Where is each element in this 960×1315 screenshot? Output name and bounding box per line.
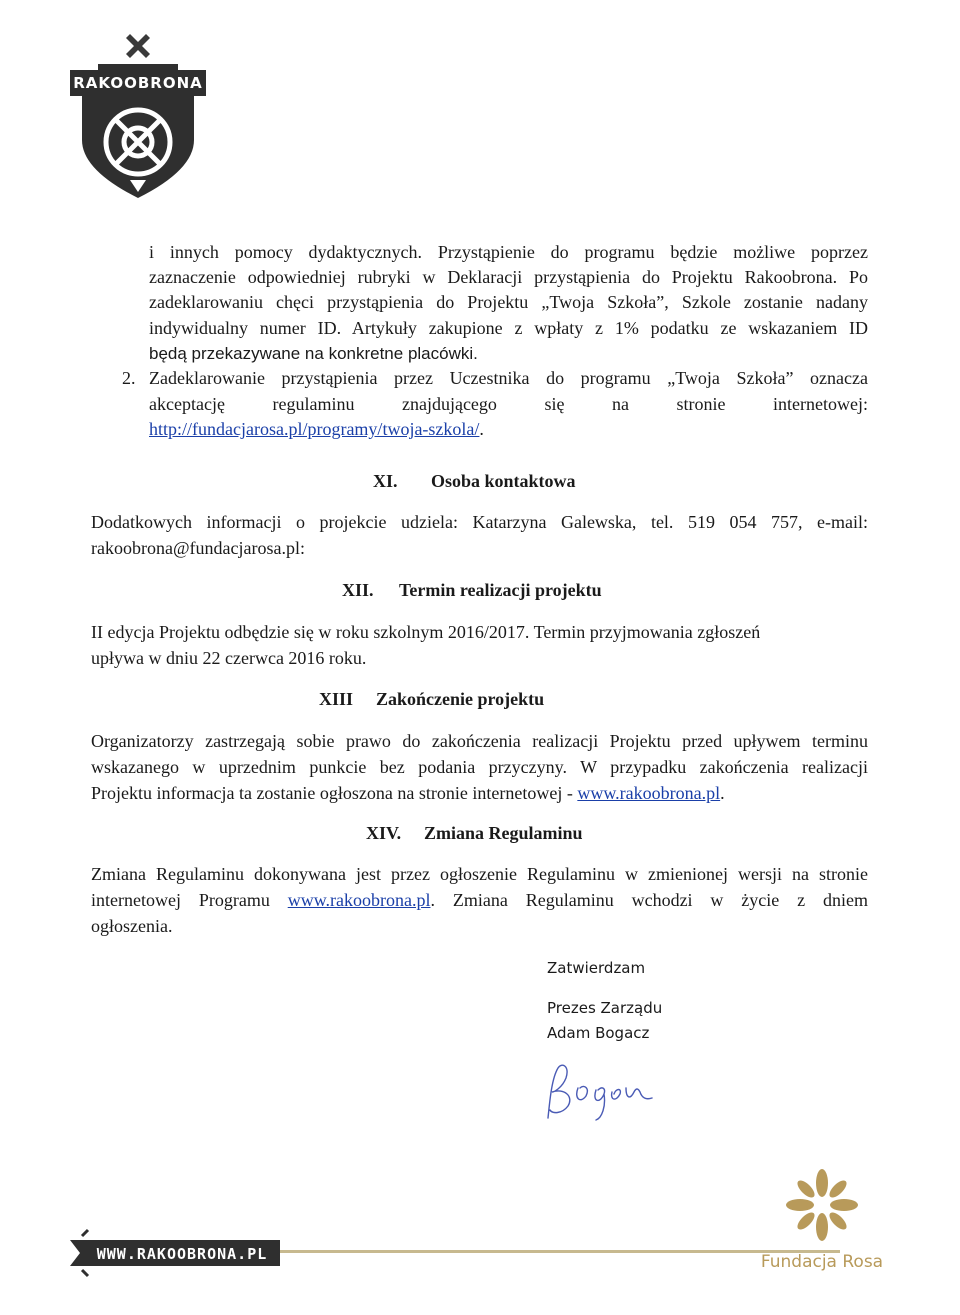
item-2-number: 2. [122,368,136,388]
footer-site-banner [66,1228,284,1278]
approved-label: Zatwierdzam [547,959,646,977]
section-12-line-2: upływa w dniu 22 czerwca 2016 roku. [91,648,367,668]
section-12-heading [342,578,602,603]
section-11-line-2: rakoobrona@fundacjarosa.pl: [91,538,305,558]
intro-line-1: i innych pomocy dydaktycznych. Przystąpienie do programu będzie możliwe poprzez [149,242,868,262]
section-14-line-2 [91,888,868,913]
item-2-line-1: Zadeklarowanie przystąpienia przez Uczestnika do programu „Twoja Szkoła” oznacza [149,368,868,388]
president-name: Adam Bogacz [547,1024,650,1042]
section-11-line-1: Dodatkowych informacji o projekcie udziela: Katarzyna Galewska, tel. 519 054 757, e-mail: [91,512,868,532]
section-12-title: Termin realizacji projektu [399,580,602,600]
handwritten-signature [540,1058,662,1128]
rakoobrona-link[interactable]: www.rakoobrona.pl [577,783,721,803]
section-14-heading [366,821,583,846]
president-role: Prezes Zarządu [547,999,663,1017]
section-14-number: XIV. [366,823,402,843]
item-2-period: . [479,419,484,439]
section-13-line-3 [91,781,725,806]
intro-line-3: zadeklarowaniu chęci przystąpienia do Projektu „Twoja Szkoła”, Szkole zostanie nadany [149,292,868,312]
section-13-heading [319,687,544,712]
rakoobrona-logo [68,30,208,202]
svg-text:WWW.RAKOOBRONA.PL: WWW.RAKOOBRONA.PL [96,1245,268,1263]
section-11-heading [373,469,576,494]
intro-line-4: indywidualny numer ID. Artykuły zakupione z wpłaty z 1% podatku ze wskazaniem ID [149,318,868,338]
section-14-line-2-prefix: internetowej Programu [91,890,288,910]
section-14-title: Zmiana Regulaminu [424,823,583,843]
section-13-line-1: Organizatorzy zastrzegają sobie prawo do zakończenia realizacji Projektu przed upływem terminu [91,731,868,751]
section-12-line-1: II edycja Projektu odbędzie się w roku szkolnym 2016/2017. Termin przyjmowania zgłoszeń [91,622,761,642]
section-13-number: XIII [319,689,354,709]
section-11-title: Osoba kontaktowa [431,471,576,491]
intro-line-5: będą przekazywane na konkretne placówki. [149,344,478,363]
section-14-line-1: Zmiana Regulaminu dokonywana jest przez ogłoszenie Regulaminu w zmienionej wersji na stronie [91,864,868,884]
svg-text:RAKOOBRONA: RAKOOBRONA [73,74,203,92]
item-2-line-3 [149,417,484,442]
section-13-line-3-prefix: Projektu informacja ta zostanie ogłoszona na stronie internetowej - [91,783,578,803]
rosa-flower-icon [742,1165,902,1245]
rakoobrona-link-2[interactable]: www.rakoobrona.pl [287,890,431,910]
section-11-number: XI. [373,471,398,491]
section-12-number: XII. [342,580,374,600]
item-2-line-2: akceptację regulaminu znajdującego się na stronie internetowej: [149,394,868,414]
regulations-link[interactable]: http://fundacjarosa.pl/programy/twoja-szkola/ [149,419,480,439]
section-13-line-2: wskazanego w uprzednim punkcie bez podania przyczyny. W przypadku zakończenia realizacji [91,757,868,777]
section-14-line-2-suffix: . Zmiana Regulaminu wchodzi w życie z dniem [430,890,868,910]
intro-line-2: zaznaczenie odpowiedniej rubryki w Deklaracji przystąpienia do Projektu Rakoobrona. Po [149,267,868,287]
fundacja-rosa-logo [742,1165,902,1275]
section-13-period: . [720,783,725,803]
foundation-name: Fundacja Rosa [760,1252,884,1272]
section-14-line-3: ogłoszenia. [91,916,173,936]
section-13-title: Zakończenie projektu [376,689,545,709]
